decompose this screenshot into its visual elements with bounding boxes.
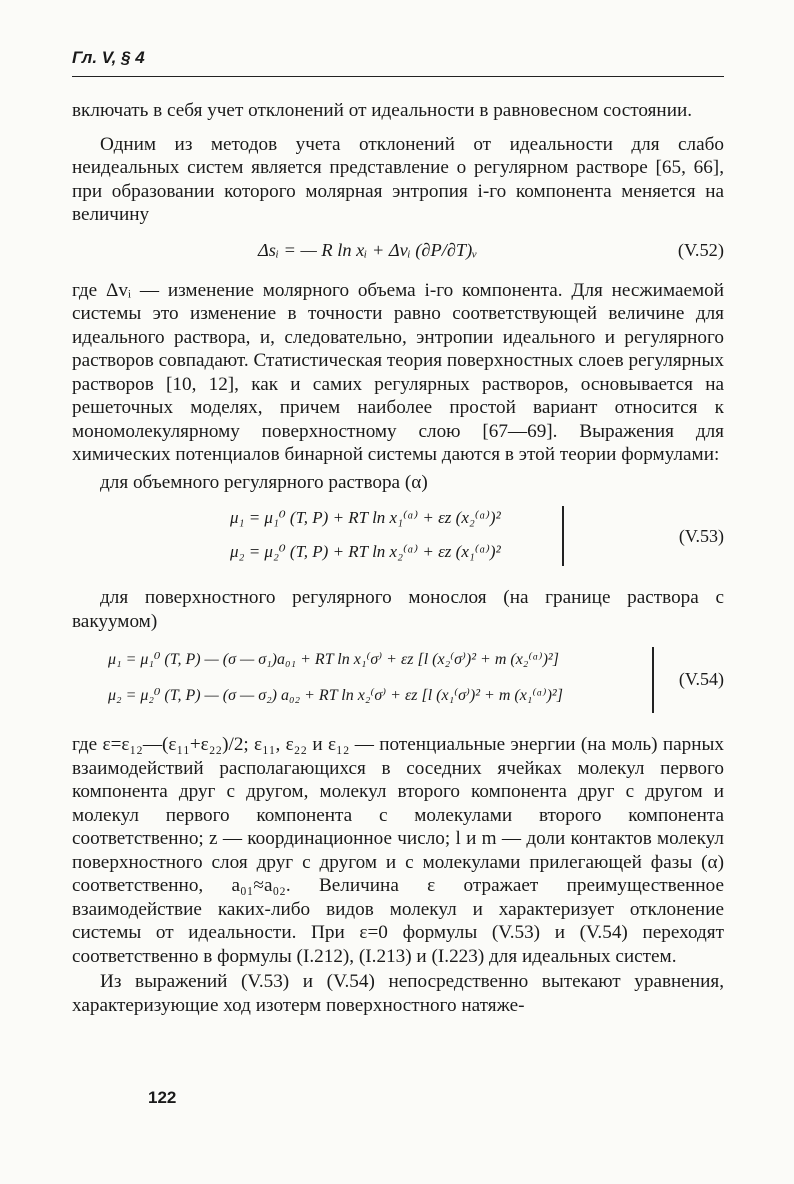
equation-v54 [72, 641, 724, 723]
paragraph-1: включать в себя учет отклонений от идеальности в равновесном состоянии. [72, 100, 693, 121]
paragraph-4: для объемного регулярного раствора (α) [100, 471, 428, 493]
paragraph-7: Из выражений (V.53) и (V.54) непосредственно вытекают уравнения, характеризующие ход изотерм поверхностного натяже- [72, 971, 724, 1016]
equation-v53-brace [562, 506, 564, 566]
equation-v52-number: (V.52) [677, 239, 724, 260]
equation-v53-number: (V.53) [678, 526, 724, 546]
paragraph-5: для поверхностного регулярного монослоя (на границе раствора с вакуумом) [72, 587, 724, 632]
equation-v54-line-1: μ₁ = μ₁⁰ (T, P) — (σ — σ₁)a₀₁ + RT ln x₁⁽σ⁾ + εz [l (x₂⁽σ⁾)² + m (x₂⁽ᵅ⁾)²] [108, 651, 559, 668]
equation-v54-number: (V.54) [678, 669, 724, 689]
equation-v53-line-1: μ₁ = μ₁⁰ (T, P) + RT ln x₁⁽ᵅ⁾ + εz (x₂⁽ᵅ⁾)² [230, 508, 501, 527]
paragraph-2: Одним из методов учета отклонений от идеальности для слабо неидеальных систем является представление о регулярном растворе [65, 66], при образовании которого молярная энтропия i-го компонента меняется на величину [72, 133, 724, 225]
paragraph-3: где Δvᵢ — изменение молярного объема i-го компонента. Для несжимаемой системы это изменение в точности равно соответствующей величине для идеального раствора, и, следовательно, энтропии идеального и регулярного растворов совпадают. Статистическая теория поверхностных слоев регулярных растворов [10, 12], как и самих регулярных растворов, основывается на решеточных моделях, причем наиболее простой вариант относится к мономолекулярному поверхностному слою [67—69]. Выражения для химических потенциалов бинарной системы даются в этой теории формулами: [72, 279, 724, 465]
page-number: 122 [148, 1088, 177, 1107]
equation-v53-line-2: μ₂ = μ₂⁰ (T, P) + RT ln x₂⁽ᵅ⁾ + εz (x₁⁽ᵅ⁾)² [230, 542, 501, 561]
paragraph-6: где ε=ε₁₂—(ε₁₁+ε₂₂)/2; ε₁₁, ε₂₂ и ε₁₂ — потенциальные энергии (на моль) парных взаимодействий располагающихся в соседних ячейках молекул первого компонента друг с другом, молекул второго компонента друг с другом и молекул первого компонента с молекулами второго компонента соответственно; z — координационное число; l и m — доли контактов молекул поверхностного слоя друг с другом и с молекулами прилегающей фазы (α) соответственно, a₀₁≈a₀₂. Величина ε отражает преимущественное взаимодействие каких-либо видов молекул и характеризует отклонение системы от идеальности. При ε=0 формулы (V.53) и (V.54) переходят соответственно в формулы (I.212), (I.213) и (I.223) для идеальных систем. [72, 734, 724, 967]
running-head: Гл. V, § 4 [72, 48, 724, 77]
equation-v52-body: Δsᵢ = — R ln xᵢ + Δvᵢ (∂P/∂T)ᵥ [258, 239, 478, 260]
equation-v52 [72, 233, 724, 267]
equation-v54-brace [652, 647, 654, 713]
equation-v53 [72, 500, 724, 576]
equation-v54-line-2: μ₂ = μ₂⁰ (T, P) — (σ — σ₂) a₀₂ + RT ln x₂⁽σ⁾ + εz [l (x₁⁽σ⁾)² + m (x₁⁽ᵅ⁾)²] [108, 687, 563, 704]
book-page [72, 48, 724, 1017]
